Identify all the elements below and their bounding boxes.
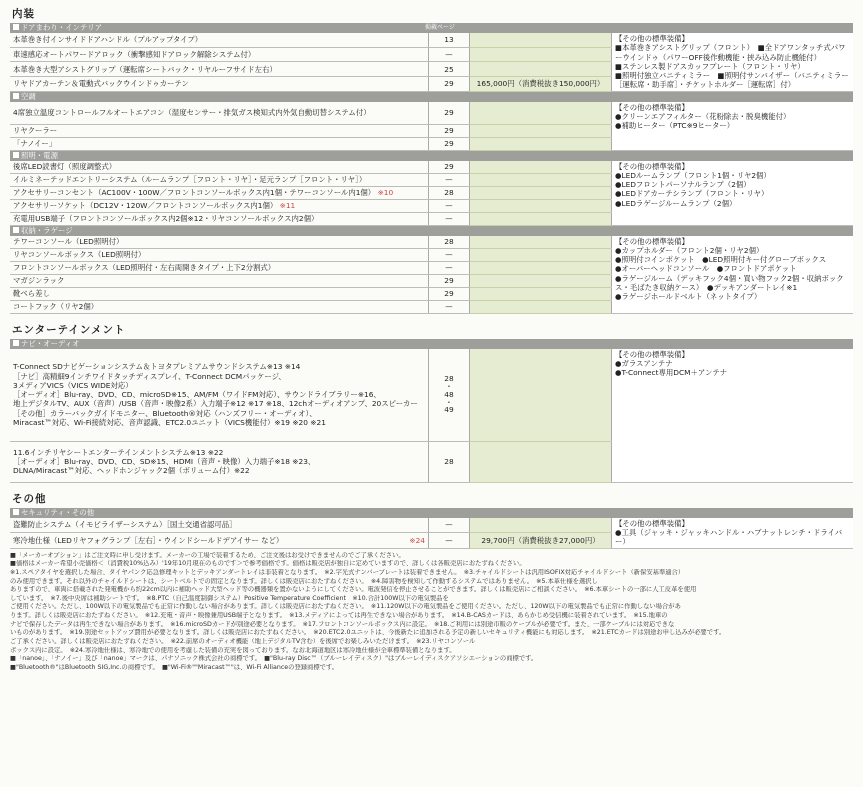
page-cell: 25 [429,62,470,77]
category-name: 空調 [21,91,36,101]
std-item: ■本革巻きアシストグリップ（フロント） ■全ドアワンタッチ式パワーウインドゥ（パワーOFF後作動機能・挟み込み防止機能付） [615,43,846,62]
footnote-line: ります。詳しくは販売店におたずねください。 ※12.充電・音声・映像兼用USB端子となります。 ※13.メディアによっては再生できない場合があります。 ※14.B-CASカードは、あらかじめ受信機に装着されています。 ※15.地車の [10,612,668,619]
std-item: ●補助ヒーター（PTC※9ヒーター） [615,121,735,131]
page-cell: — [429,248,470,261]
item-cell: コートフック（リヤ2個） [10,300,429,313]
page-cell: 29 [429,287,470,300]
item-cell: 靴べら差し [10,287,429,300]
footnote-mark: ※11 [279,201,296,210]
item-line: T-Connect SDナビゲーションシステム＆トヨタプレミアムサウンドシステム※13 ※14 [13,362,301,372]
footnote-line: ■"Bluetooth®"はBluetooth SIG,Inc.の商標です。 ■"Wi-Fi®""Miracast™"は、Wi-Fi Allianceの登録商標です。 [10,663,339,671]
item-text: アクセサリーソケット（DC12V・120W／フロントコンソールボックス内1個） [13,201,278,210]
square-icon [13,93,19,99]
item-cell: リヤコンソールボックス（LED照明付） [10,248,429,261]
item-cell: 「ナノイー」 [10,137,429,150]
page-cell: 29 [429,137,470,150]
option-price-cell: 165,000円（消費税抜き150,000円） [470,76,612,91]
category-name: ナビ・オーディオ [21,338,80,348]
option-cell [470,287,612,300]
page-cell: 28 ・ 48 ・ 49 [429,349,470,442]
option-cell [470,62,612,77]
category-name: セキュリティ・その他 [21,507,95,517]
std-item: ■ステンレス製ドアスカッフプレート（フロント・リヤ） [615,61,805,71]
option-cell [470,248,612,261]
square-icon [13,152,19,158]
option-cell [470,349,612,442]
spec-page [10,6,853,672]
option-cell [470,161,612,174]
standard-equipment-cell [612,33,854,91]
option-cell [470,124,612,137]
table-row [10,236,853,249]
standard-equipment-cell [612,349,854,483]
item-cell: 4席独立温度コントロールフルオートエアコン（湿度センサー・排気ガス検知式内外気自動切替システム付） [10,102,429,125]
option-cell [470,137,612,150]
item-cell: 盗難防止システム（イモビライザーシステム）［国土交通省認可品］ [10,518,429,533]
std-item: ●LEDルームランプ（フロント1個・リヤ2個） [615,170,771,180]
table-row [10,161,853,174]
table-row [10,349,853,442]
item-line: Miracast™対応、Wi-Fi接続対応、音声認識、ETC2.0ユニット（VICS機能付）※19 ※20 ※21 [13,417,326,427]
page-cell: 29 [429,124,470,137]
std-item: ●クリーンエアフィルター（花粉除去・脱臭機能付） [615,111,791,121]
option-cell [470,274,612,287]
item-cell [10,186,429,199]
std-item: ●工具（ジャッキ・ジャッキハンドル・ハブナットレンチ・ドライバー） [615,528,843,547]
standard-equipment-cell [612,518,854,548]
footnote-line: ありますので、車両に搭載された発電機から約22cm以内に補助ヘッド大型ヘッド等の機器類を置かないようにしてください。電波発信を停止させることができます。詳しくは販売店にご相談ください。 ※6.本車シートの一部に人工皮革を使用 [10,586,697,594]
item-line: 3メディアVICS（VICS WIDE対応） [13,380,133,390]
option-cell [470,173,612,186]
item-cell: テワーコンソール（LED照明付） [10,236,429,249]
square-icon [13,509,19,515]
page-cell: 28 [429,441,470,482]
section-title-entertainment: エンターテインメント [12,323,126,336]
std-title: 【その他の標準装備】 [615,236,689,246]
page-cell: 29 [429,274,470,287]
item-cell: 車速感応オートパワードアロック（衝撃感知ドアロック解除システム付） [10,47,429,62]
std-item: ●オーバーヘッドコンソール ●フロントドアポケット [615,264,797,274]
footnote-mark: ※10 [377,188,394,197]
item-cell [10,533,429,548]
item-cell: 本革巻き付インサイドドアハンドル（プルアップタイプ） [10,33,429,47]
item-text: アクセサリーコンセント（AC100V・100W／フロントコンソールボックス内1個・テワーコンソール内1個） [13,188,376,197]
table-row [10,33,853,47]
page-cell: — [429,518,470,533]
standard-equipment-cell [612,236,854,314]
spec-table [10,236,853,314]
page-cell: — [429,533,470,548]
option-cell [470,199,612,212]
item-line: 地上デジタルTV、AUX（音声）/USB（音声・映像2系）入力端子※12 ※17 ※18、12chオーディオアンプ、20スピーカー [13,399,418,409]
option-cell [470,33,612,47]
square-icon [13,340,19,346]
std-item: ●照明付コインポケット ●LED照明付キー付グローブボックス [615,255,827,265]
section-title-others: その他 [12,492,47,505]
category-bar [10,92,853,102]
item-cell: イルミネーテッドエントリーシステム（ルームランプ［フロント・リヤ］・足元ランプ［フロント・リヤ］） [10,173,429,186]
footnote-line: ご使用ください。ただし、100W以下の電気製品でも正常に作動しない場合があります。詳しくは販売店におたずねください。 ※11.120W以下の電気製品をご使用ください。ただし、120W以下の電気製品でも正常に作動しない場合があ [10,603,681,611]
option-cell [470,300,612,313]
std-item: ●LEDドアカーテシランプ（フロント・リヤ） [615,189,769,199]
page-cell: 29 [429,102,470,125]
spec-table [10,518,853,549]
table-row [10,102,853,125]
page-cell: 29 [429,76,470,91]
footnote-line: ■「メーカーオプション」はご注文時に申し受けます。メーカーの工場で装着するため、ご注文後はお受けできませんのでご了承ください。 [10,551,405,559]
item-line: ［オーディオ］Blu-ray、DVD、CD、SD※15、HDMI（音声・映像）入力端子※18 ※23、 [13,457,316,467]
item-cell: リヤドアカーテン＆電動式バックウインドゥカーテン [10,76,429,91]
table-row [10,518,853,533]
option-cell [470,441,612,482]
footnote-line: いものがあります。 ※19.別途セットアップ費用が必要となります。詳しくは販売店におたずねください。 ※20.ETC2.0ユニットは、今後新たに追加される予定の新しいセキュリティ機能にも対応します。 ※21.ETCカードは別途お申し込みが必要です。 [10,629,726,637]
footnote-line: ご了承ください。詳しくは販売店におたずねください。 ※22.前席のオーディオ機能（地上デジタルTV含む）を後席でお楽しみいただけます。 ※23.リヤコンソール [10,637,476,645]
std-title: 【その他の標準装備】 [615,349,689,359]
page-cell: — [429,199,470,212]
std-item: ●カップホルダー（フロント2個・リヤ2個） [615,245,764,255]
spec-table [10,102,853,151]
option-cell [470,261,612,274]
page-cell: — [429,173,470,186]
item-line: 11.6インチリヤシートエンターテインメントシステム※13 ※22 [13,447,224,457]
page-cell: — [429,47,470,62]
item-cell [10,199,429,212]
item-text: 寒冷地仕様（LEDリヤフォグランプ［左右］・ウインドシールドデアイサー など） [13,535,284,545]
square-icon [13,227,19,233]
section-title-interior: 内装 [12,8,35,20]
option-cell [470,236,612,249]
option-cell [470,518,612,533]
item-cell [10,441,429,482]
item-cell: マガジンラック [10,274,429,287]
page-cell: 29 [429,161,470,174]
std-item: ●LEDフロントパーソナルランプ（2個） [615,180,751,190]
category-bar [10,151,853,161]
footnote-line: ナビで保存したデータは再生できない場合があります。 ※16.microSDカードが別途必要となります。 ※17.フロントコンソールボックス内に設定。 ※18.ご利用には別途市販のケーブルが必要です。また、一部ケーブルには対応できな [10,620,675,628]
std-title: 【その他の標準装備】 [615,518,689,528]
footnote-line: のみ使用できます。それ以外のチャイルドシートは、シートベルトでの固定となります。詳しくは販売店におたずねください。 ※4.障害物を検知して作動するシステムではありません。 ※5.本革仕様を選択し [10,577,598,585]
spec-table [10,349,853,483]
item-line: ［ナビ］高精細9インチワイドタッチディスプレイ、T-Connect DCMパッケージ、 [13,371,286,381]
item-cell: 充電用USB端子（フロントコンソールボックス内2個※12・リヤコンソールボックス内2個） [10,212,429,225]
std-item: ●ラゲージルーム（デッキフック4個・買い物フック2個・収納ボックス・毛ばたき収納ケース） ●デッキアンダートレイ※1 [615,273,844,292]
footnote-line: ■価格はメーカー希望小売価格＜（消費税10%込み）'19年10月現在のものです＞で参考価格です。価格は販売店が独自に定めていますので、詳しくは各販売店におたずねください。 [10,560,526,568]
spec-table [10,33,853,92]
page-cell: — [429,261,470,274]
category-bar [10,23,853,33]
footnotes [10,552,853,673]
category-name: 収納・ラゲージ [21,225,73,235]
std-item: ●LEDラゲージルームランプ（2個） [615,198,737,208]
std-item: ●T-Connect専用DCM＋アンテナ [615,368,728,378]
page-cell: — [429,212,470,225]
item-cell [10,349,429,442]
footnote-line: ボックス内に設定。 ※24.寒冷地仕様は、寒冷地での使用を考慮した装備の充実を図っております。なお北海道地区は寒冷地仕様が全車標準装備となります。 [10,646,456,654]
item-cell: フロントコンソールボックス（LED照明付・左右両開きタイプ・上下2分割式） [10,261,429,274]
option-price-cell: 29,700円（消費税抜き27,000円） [470,533,612,548]
item-line: ［その他］カラーバックガイドモニター、Bluetooth®対応（ハンズフリー・オーディオ）、 [13,408,317,418]
footnote-line: ※1.スペアタイヤを選択した場合、タイヤパンク応急修理キットとデッキアンダートレイは非装着となります。 ※2.字光式ナンバープレートは装着できません。 ※3.チャイルドシートは汎用ISOFIX対応チャイルドシート（新保安基準適合） [10,568,685,576]
std-item: ●ラゲージホールドベルト（ネットタイプ） [615,292,762,302]
footnote-line: ■「nanoe」、「ナノイー」及び「nanoe」マークは、パナソニック株式会社の商標です。 ■"Blu-ray Disc™（ブルーレイディスク）"はブルーレイディスクアソシエーションの商標です。 [10,655,538,663]
spec-table [10,161,853,226]
std-item: ■照明付独立バニティミラー ■照明付サンバイザー（バニティミラー［運転席・助手席］・チケットホルダー［運転席］付） [615,71,849,90]
category-name: ドアまわり・インテリア [21,23,103,33]
page-cell: 13 [429,33,470,47]
standard-equipment-cell [612,102,854,151]
item-cell: 本革巻き大型アシストグリップ（運転席シートバック・リヤルーフサイド左右） [10,62,429,77]
std-title: 【その他の標準装備】 [615,102,689,112]
category-name: 照明・電源 [21,150,58,160]
item-line: ［オーディオ］Blu-ray、DVD、CD、microSD※15、AM/FM（ワイドFM対応）、サウンドライブラリー※16、 [13,390,381,400]
page-cell: 28 [429,186,470,199]
item-line: DLNA/Miracast™対応、ヘッドホンジャック2個（ボリューム付）※22 [13,466,250,476]
page-cell: — [429,300,470,313]
option-cell [470,47,612,62]
option-cell [470,212,612,225]
option-cell [470,102,612,125]
std-title: 【その他の標準装備】 [615,161,689,171]
footnote-mark: ※24 [409,535,425,545]
std-title: 【その他の標準装備】 [615,34,689,44]
page-column-header: 掲載ページ [425,24,455,32]
standard-equipment-cell [612,161,854,226]
item-cell: リヤクーラー [10,124,429,137]
category-bar [10,226,853,236]
footnote-line: しています。 ※7.後中央席は補助シートです。 ※8.PTC（自己温度制御システム）Positive Temperature Coefficient ※10.合計100W以下の電気製品を [10,594,449,602]
square-icon [13,24,19,30]
page-cell: 28 [429,236,470,249]
option-cell [470,186,612,199]
category-bar [10,339,853,349]
item-cell: 後席LED読書灯（照度調整式） [10,161,429,174]
std-item: ●ガラスアンテナ [615,359,673,368]
category-bar [10,508,853,518]
